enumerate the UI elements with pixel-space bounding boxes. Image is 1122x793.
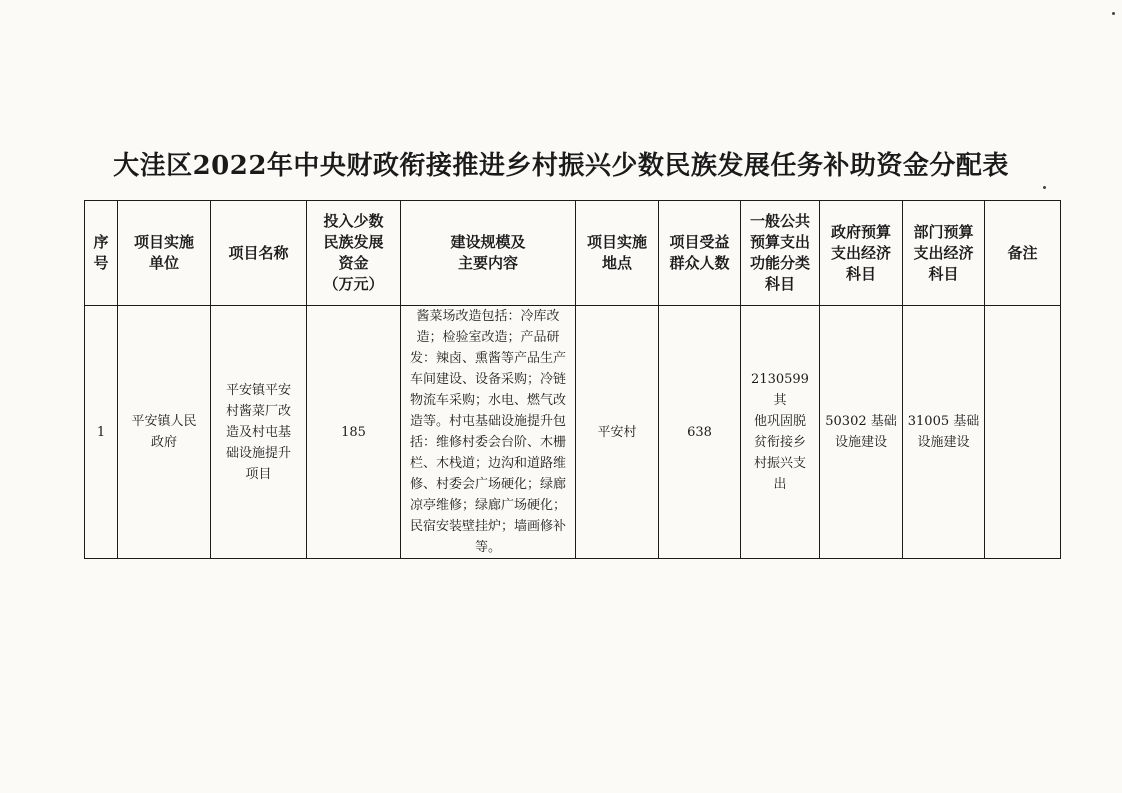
cell-beneficiaries: 638 — [659, 306, 741, 559]
cell-location: 平安村 — [576, 306, 659, 559]
cell-index: 1 — [85, 306, 118, 559]
document-title: 大洼区2022年中央财政衔接推进乡村振兴少数民族发展任务补助资金分配表 — [113, 151, 1009, 181]
header-location: 项目实施 地点 — [576, 201, 659, 306]
cell-functional-category: 2130599 其 他巩固脱 贫衔接乡 村振兴支 出 — [741, 306, 820, 559]
allocation-table — [84, 200, 1061, 559]
header-project-name: 项目名称 — [211, 201, 307, 306]
cell-content: 酱菜场改造包括：冷库改造；检验室改造；产品研发：辣卤、熏酱等产品生产车间建设、设备采购；冷链物流车采购；水电、燃气改造等。村屯基础设施提升包括：维修村委会台阶、木栅栏、木栈道；边沟和道路维修、村委会广场硬化；绿廊凉亭维修；绿廊广场硬化；民宿安装壁挂炉；墙画修补等。 — [401, 306, 576, 559]
scan-speck — [1043, 186, 1046, 189]
header-index: 序 号 — [85, 201, 118, 306]
scan-speck — [1112, 12, 1115, 15]
cell-dept-economic-category: 31005 基础 设施建设 — [903, 306, 985, 559]
header-content: 建设规模及 主要内容 — [401, 201, 576, 306]
header-gov-economic-category: 政府预算 支出经济 科目 — [820, 201, 903, 306]
cell-project-name: 平安镇平安 村酱菜厂改 造及村屯基 础设施提升 项目 — [211, 306, 307, 559]
cell-remark — [985, 306, 1061, 559]
header-unit: 项目实施 单位 — [118, 201, 211, 306]
table-header-row — [85, 201, 1061, 306]
header-remark: 备注 — [985, 201, 1061, 306]
header-functional-category: 一般公共 预算支出 功能分类 科目 — [741, 201, 820, 306]
table-row — [85, 306, 1061, 559]
header-beneficiaries: 项目受益 群众人数 — [659, 201, 741, 306]
header-dept-economic-category: 部门预算 支出经济 科目 — [903, 201, 985, 306]
cell-funds: 185 — [307, 306, 401, 559]
header-funds: 投入少数 民族发展 资金 （万元） — [307, 201, 401, 306]
cell-gov-economic-category: 50302 基础 设施建设 — [820, 306, 903, 559]
cell-unit: 平安镇人民 政府 — [118, 306, 211, 559]
